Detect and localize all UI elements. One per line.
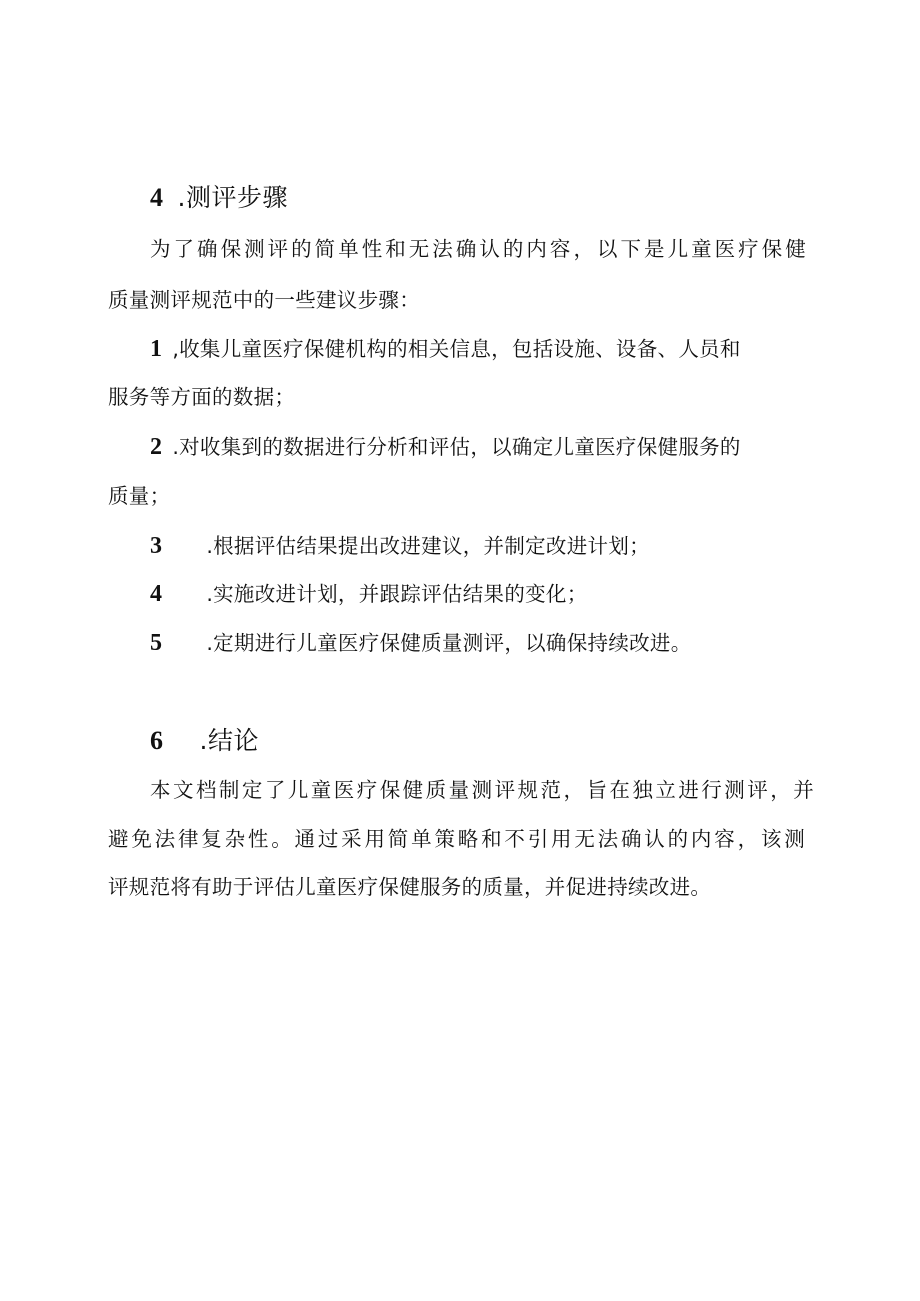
step-3: [150, 531, 650, 561]
intro-line-2: 质量测评规范中的一些建议步骤：: [108, 288, 420, 312]
conclusion-line-3: 评规范将有助于评估儿童医疗保健服务的质量，并促进持续改进。: [108, 875, 712, 899]
section-6-title: .结论: [199, 726, 259, 755]
section-4-title: .测评步骤: [177, 183, 288, 212]
step-4-number: 4: [150, 581, 163, 607]
conclusion-line-1: 本文档制定了儿童医疗保健质量测评规范，旨在独立进行测评，并: [150, 778, 814, 802]
step-3-text: .根据评估结果提出改进建议，并制定改进计划；: [206, 534, 650, 558]
section-4-number: 4: [150, 183, 164, 212]
intro-line-1: 为了确保测评的简单性和无法确认的内容，以下是儿童医疗保健: [150, 237, 806, 261]
step-4-text: .实施改进计划，并跟踪评估结果的变化；: [206, 582, 588, 606]
step-2-text-line-1: .对收集到的数据进行分析和评估，以确定儿童医疗保健服务的: [172, 435, 741, 459]
step-2-number: 2: [150, 434, 163, 460]
section-6-number: 6: [150, 726, 164, 755]
step-5: [150, 628, 692, 658]
step-1: [150, 334, 741, 364]
step-5-number: 5: [150, 630, 163, 656]
conclusion-line-2: 避免法律复杂性。通过采用简单策略和不引用无法确认的内容，该测: [108, 827, 805, 851]
step-1-text-line-1: ,收集儿童医疗保健机构的相关信息，包括设施、设备、人员和: [172, 337, 741, 361]
section-6-heading: [150, 725, 259, 757]
step-4: [150, 579, 588, 609]
step-2: [150, 432, 741, 462]
section-4-heading: [150, 182, 288, 214]
step-3-number: 3: [150, 533, 163, 559]
step-5-text: .定期进行儿童医疗保健质量测评，以确保持续改进。: [206, 631, 692, 655]
step-2-text-line-2: 质量；: [108, 484, 171, 508]
step-1-text-line-2: 服务等方面的数据；: [108, 385, 296, 409]
step-1-number: 1: [150, 336, 163, 362]
